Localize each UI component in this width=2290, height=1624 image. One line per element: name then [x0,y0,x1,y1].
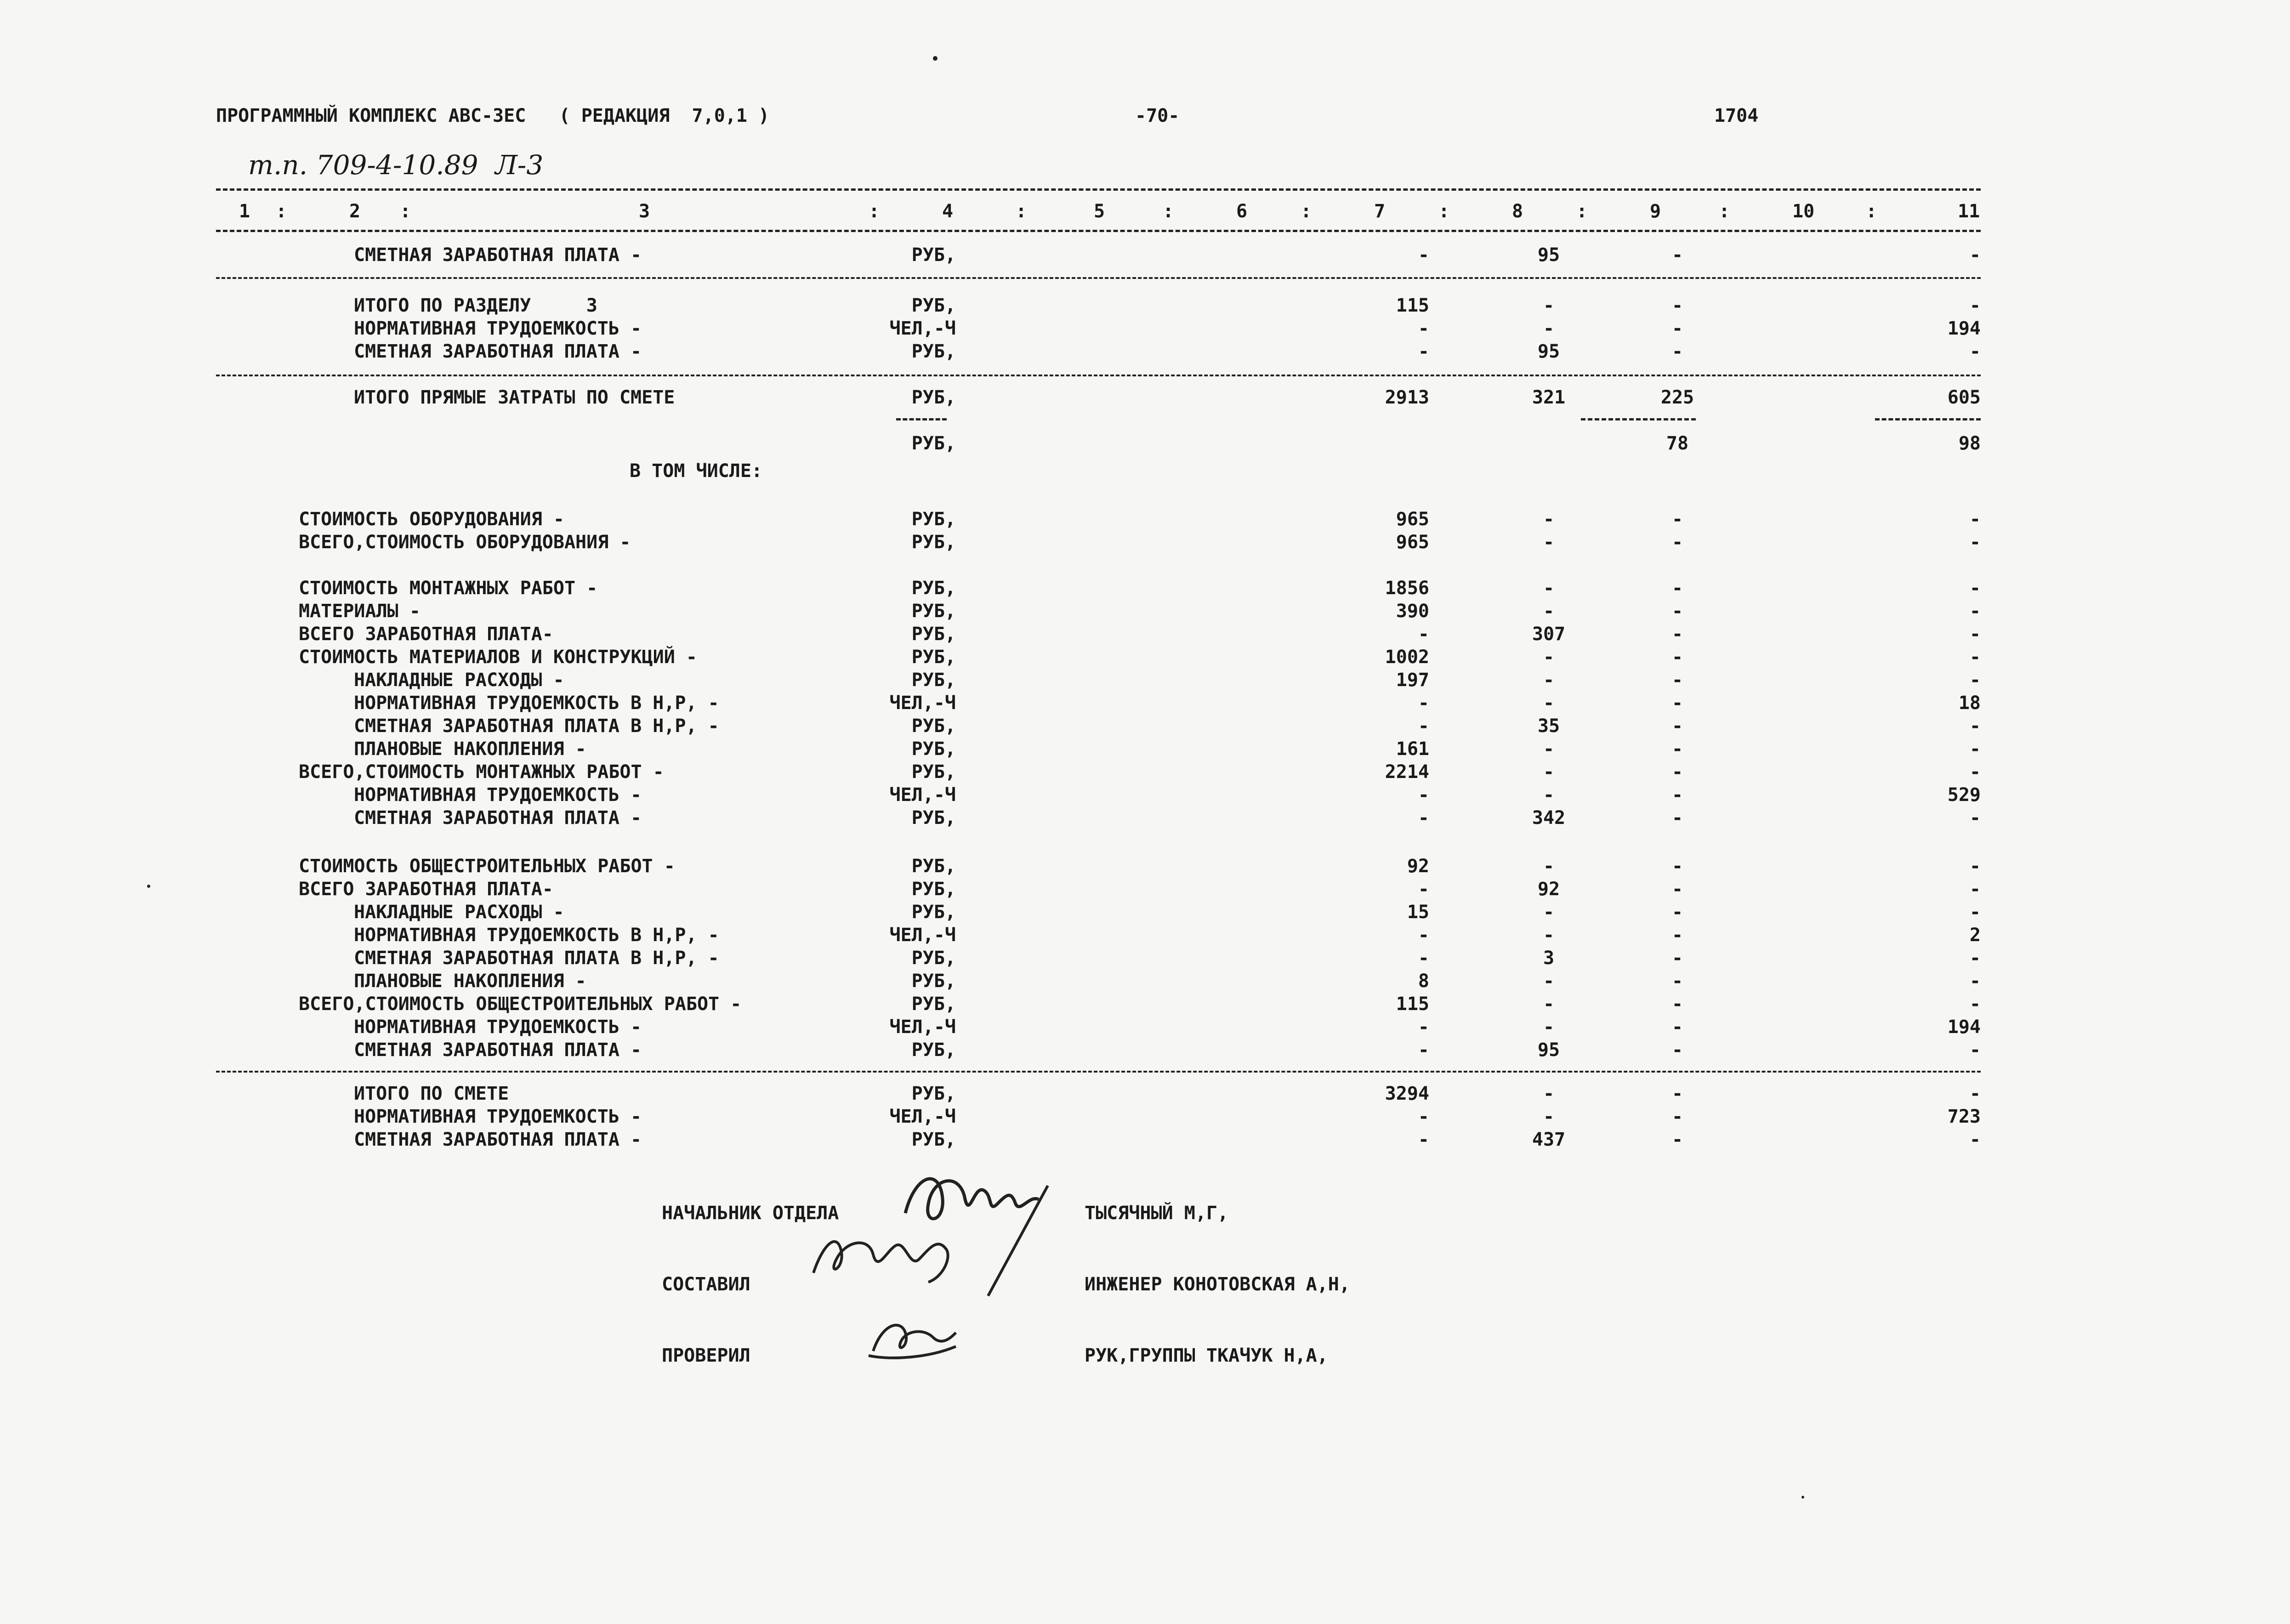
row-col9: - [1671,856,1683,877]
row-col11: - [1969,1083,1981,1104]
row-label: СМЕТНАЯ ЗАРАБОТНАЯ ПЛАТА - [354,1039,642,1061]
row-col9: - [1671,738,1683,760]
row-col9: - [1671,601,1683,622]
scan-speck [1801,1496,1804,1499]
header-top-rule [216,188,1981,191]
column-separator: : [1866,201,1877,222]
row-col11: - [1969,971,1981,992]
row-label: СМЕТНАЯ ЗАРАБОТНАЯ ПЛАТА В Н,Р, - [354,715,719,737]
row-col11: 2 [1969,925,1981,946]
row-col11: 194 [1947,318,1981,339]
row-label: СТОИМОСТЬ МАТЕРИАЛОВ И КОНСТРУКЦИЙ - [299,647,697,668]
column-separator: : [1719,201,1730,222]
signature-checker [864,1310,965,1365]
signature-role: СОСТАВИЛ [662,1274,750,1295]
row-unit: РУБ, [911,433,956,454]
row-unit: РУБ, [911,761,956,783]
row-col7: - [1418,807,1429,829]
row-col9: - [1671,971,1683,992]
row-col9: - [1671,715,1683,737]
row-col11: - [1969,902,1981,923]
row-col9: - [1671,1129,1683,1150]
row-col8: 35 [1537,715,1560,737]
row-label: НОРМАТИВНАЯ ТРУДОЕМКОСТЬ В Н,Р, - [354,693,719,714]
row-col7: 115 [1396,994,1429,1015]
row-col7: 92 [1407,856,1429,877]
row-col8: - [1543,295,1555,316]
row-col11: - [1969,761,1981,783]
column-header-9: 9 [1650,201,1661,222]
row-col9: 225 [1660,387,1694,408]
row-unit: РУБ, [911,1129,956,1150]
row-label: ПЛАНОВЫЕ НАКОПЛЕНИЯ - [354,971,586,992]
column-separator: : [1576,201,1588,222]
row-unit: РУБ, [911,948,956,969]
row-col9: - [1671,578,1683,599]
column-header-10: 10 [1792,201,1815,222]
row-col7: - [1418,925,1429,946]
row-col8: - [1543,509,1555,530]
row-col11: - [1969,856,1981,877]
signature-compiler [809,1218,965,1291]
row-unit: РУБ, [911,738,956,760]
row-col8: 321 [1532,387,1566,408]
row-col11: - [1969,624,1981,645]
column-header-7: 7 [1374,201,1386,222]
row-col7: - [1418,1039,1429,1061]
unit-underline [896,418,947,420]
row-col7: 390 [1396,601,1429,622]
row-label: ВСЕГО ЗАРАБОТНАЯ ПЛАТА- [299,624,553,645]
row-col8: - [1543,693,1555,714]
row-unit: РУБ, [911,1083,956,1104]
row-col11: - [1969,807,1981,829]
row-label: НОРМАТИВНАЯ ТРУДОЕМКОСТЬ - [354,318,642,339]
row-col9: - [1671,647,1683,668]
column-separator: : [400,201,411,222]
row-label: МАТЕРИАЛЫ - [299,601,420,622]
row-col8: - [1543,1083,1555,1104]
column-separator: : [276,201,287,222]
row-unit: РУБ, [911,295,956,316]
row-label: СМЕТНАЯ ЗАРАБОТНАЯ ПЛАТА - [354,341,642,362]
row-unit: РУБ, [911,578,956,599]
col11-underline [1875,418,1981,420]
row-col8: - [1543,902,1555,923]
row-unit: РУБ, [911,532,956,553]
row-unit: РУБ, [911,807,956,829]
row-col7: - [1418,693,1429,714]
row-col7: - [1418,784,1429,806]
row-unit: ЧЕЛ,-Ч [889,1016,956,1038]
row-col11: 605 [1947,387,1981,408]
row-unit: РУБ, [911,624,956,645]
column-header-8: 8 [1512,201,1523,222]
row-col7: 965 [1396,532,1429,553]
row-label: СМЕТНАЯ ЗАРАБОТНАЯ ПЛАТА - [354,244,642,266]
row-col8: 307 [1532,624,1566,645]
column-header-1: 1 [239,201,250,222]
column-header-2: 2 [349,201,361,222]
row-col11: 18 [1958,693,1981,714]
section-rule [216,375,1981,376]
row-col8: 95 [1537,341,1560,362]
row-col9: - [1671,902,1683,923]
row-label: СМЕТНАЯ ЗАРАБОТНАЯ ПЛАТА - [354,807,642,829]
row-unit: РУБ, [911,244,956,266]
row-label: НАКЛАДНЫЕ РАСХОДЫ - [354,902,564,923]
row-col8: - [1543,532,1555,553]
row-col8: - [1543,925,1555,946]
section-rule [216,1071,1981,1073]
row-col7: - [1418,1106,1429,1127]
row-label: В ТОМ ЧИСЛЕ: [630,460,762,482]
row-label: НОРМАТИВНАЯ ТРУДОЕМКОСТЬ - [354,784,642,806]
row-col9: - [1671,670,1683,691]
column-header-11: 11 [1958,201,1980,222]
row-col7: 8 [1418,971,1429,992]
row-col8: - [1543,578,1555,599]
row-col9: - [1671,925,1683,946]
signature-role: ПРОВЕРИЛ [662,1345,750,1366]
row-col11: - [1969,578,1981,599]
row-col7: 197 [1396,670,1429,691]
signature-name: ИНЖЕНЕР КОНОТОВСКАЯ А,Н, [1085,1274,1350,1295]
row-col8: - [1543,761,1555,783]
row-unit: РУБ, [911,509,956,530]
row-col7: 3294 [1385,1083,1429,1104]
row-label: НАКЛАДНЫЕ РАСХОДЫ - [354,670,564,691]
row-col9: - [1671,1106,1683,1127]
row-label: ВСЕГО,СТОИМОСТЬ ОБЩЕСТРОИТЕЛЬНЫХ РАБОТ - [299,994,742,1015]
row-col11: - [1969,244,1981,266]
row-col8: 95 [1537,244,1560,266]
column-separator: : [1016,201,1027,222]
row-col8: - [1543,856,1555,877]
row-col7: 161 [1396,738,1429,760]
column-header-6: 6 [1236,201,1248,222]
row-label: ВСЕГО ЗАРАБОТНАЯ ПЛАТА- [299,879,553,900]
row-col9: - [1671,532,1683,553]
column-separator: : [1163,201,1174,222]
row-col7: - [1418,341,1429,362]
row-col11: - [1969,509,1981,530]
row-col8: - [1543,601,1555,622]
row-col11: - [1969,341,1981,362]
row-unit: РУБ, [911,387,956,408]
row-col9: - [1671,624,1683,645]
column-header-3: 3 [639,201,650,222]
row-label: НОРМАТИВНАЯ ТРУДОЕМКОСТЬ В Н,Р, - [354,925,719,946]
row-unit: ЧЕЛ,-Ч [889,693,956,714]
row-col7: 2913 [1385,387,1429,408]
row-col11: - [1969,670,1981,691]
row-col7: 965 [1396,509,1429,530]
row-col7: - [1418,715,1429,737]
document-code: 1704 [1714,105,1759,126]
row-unit: РУБ, [911,601,956,622]
row-col11: - [1969,295,1981,316]
row-col11: - [1969,994,1981,1015]
signature-name: РУК,ГРУППЫ ТКАЧУК Н,А, [1085,1345,1328,1366]
col9-underline [1581,418,1696,420]
row-col11: 529 [1947,784,1981,806]
row-col8: - [1543,647,1555,668]
row-label: ИТОГО ПО СМЕТЕ [354,1083,509,1104]
row-col11: 723 [1947,1106,1981,1127]
row-col8: 92 [1537,879,1560,900]
row-label: СТОИМОСТЬ МОНТАЖНЫХ РАБОТ - [299,578,598,599]
row-col8: - [1543,971,1555,992]
row-col7: 115 [1396,295,1429,316]
row-label: СТОИМОСТЬ ОБОРУДОВАНИЯ - [299,509,564,530]
row-col7: - [1418,244,1429,266]
column-separator: : [1301,201,1312,222]
row-col11: - [1969,948,1981,969]
row-unit: РУБ, [911,994,956,1015]
row-col9: 78 [1666,433,1689,454]
row-label: НОРМАТИВНАЯ ТРУДОЕМКОСТЬ - [354,1016,642,1038]
row-col9: - [1671,948,1683,969]
column-header-4: 4 [942,201,954,222]
page-number: -70- [1135,105,1180,126]
row-col9: - [1671,994,1683,1015]
row-col9: - [1671,761,1683,783]
row-col7: - [1418,879,1429,900]
row-col8: - [1543,670,1555,691]
row-label: ВСЕГО,СТОИМОСТЬ МОНТАЖНЫХ РАБОТ - [299,761,664,783]
row-unit: РУБ, [911,647,956,668]
row-unit: РУБ, [911,670,956,691]
row-col8: 437 [1532,1129,1566,1150]
row-col9: - [1671,693,1683,714]
row-col8: - [1543,784,1555,806]
row-unit: РУБ, [911,879,956,900]
scan-speck [933,56,938,61]
row-col9: - [1671,341,1683,362]
row-label: ИТОГО ПО РАЗДЕЛУ 3 [354,295,597,316]
row-col8: 3 [1543,948,1555,969]
row-col7: - [1418,1016,1429,1038]
row-col9: - [1671,879,1683,900]
section-rule [216,277,1981,279]
row-col8: 342 [1532,807,1566,829]
row-col11: - [1969,601,1981,622]
row-col7: 15 [1407,902,1429,923]
column-header-5: 5 [1094,201,1105,222]
row-col8: - [1543,994,1555,1015]
signature-name: ТЫСЯЧНЫЙ М,Г, [1085,1203,1229,1224]
row-col7: - [1418,318,1429,339]
row-unit: ЧЕЛ,-Ч [889,1106,956,1127]
row-unit: ЧЕЛ,-Ч [889,925,956,946]
row-col9: - [1671,784,1683,806]
row-col7: 1002 [1385,647,1429,668]
row-col8: - [1543,1106,1555,1127]
row-col11: - [1969,647,1981,668]
row-col11: - [1969,1129,1981,1150]
row-col9: - [1671,1083,1683,1104]
row-col11: 98 [1958,433,1981,454]
row-col9: - [1671,807,1683,829]
row-unit: РУБ, [911,856,956,877]
row-col9: - [1671,509,1683,530]
row-col7: 1856 [1385,578,1429,599]
row-col11: - [1969,715,1981,737]
row-label: ВСЕГО,СТОИМОСТЬ ОБОРУДОВАНИЯ - [299,532,631,553]
row-col11: - [1969,1039,1981,1061]
row-unit: РУБ, [911,971,956,992]
row-label: ИТОГО ПРЯМЫЕ ЗАТРАТЫ ПО СМЕТЕ [354,387,675,408]
row-col11: - [1969,738,1981,760]
row-unit: РУБ, [911,1039,956,1061]
row-unit: ЧЕЛ,-Ч [889,784,956,806]
signature-role: НАЧАЛЬНИК ОТДЕЛА [662,1203,839,1224]
column-separator: : [869,201,880,222]
row-label: СМЕТНАЯ ЗАРАБОТНАЯ ПЛАТА - [354,1129,642,1150]
row-unit: ЧЕЛ,-Ч [889,318,956,339]
row-label: СМЕТНАЯ ЗАРАБОТНАЯ ПЛАТА В Н,Р, - [354,948,719,969]
row-label: НОРМАТИВНАЯ ТРУДОЕМКОСТЬ - [354,1106,642,1127]
header-bottom-rule [216,230,1981,232]
row-col9: - [1671,1016,1683,1038]
row-unit: РУБ, [911,341,956,362]
row-label: СТОИМОСТЬ ОБЩЕСТРОИТЕЛЬНЫХ РАБОТ - [299,856,675,877]
row-col7: 2214 [1385,761,1429,783]
row-unit: РУБ, [911,902,956,923]
row-unit: РУБ, [911,715,956,737]
row-col9: - [1671,295,1683,316]
row-col11: 194 [1947,1016,1981,1038]
row-col9: - [1671,318,1683,339]
row-col11: - [1969,879,1981,900]
row-col7: - [1418,948,1429,969]
row-col7: - [1418,1129,1429,1150]
column-separator: : [1438,201,1450,222]
row-col8: - [1543,1016,1555,1038]
row-col8: - [1543,318,1555,339]
row-col9: - [1671,244,1683,266]
row-col8: 95 [1537,1039,1560,1061]
row-col11: - [1969,532,1981,553]
program-header: ПРОГРАММНЫЙ КОМПЛЕКС АВС-3ЕС ( РЕДАКЦИЯ 7,0,1 ) [216,105,770,126]
handwritten-reference: т.п. 709-4-10.89 Л-3 [248,149,544,181]
row-col9: - [1671,1039,1683,1061]
row-label: ПЛАНОВЫЕ НАКОПЛЕНИЯ - [354,738,586,760]
row-col8: - [1543,738,1555,760]
scan-speck [147,885,150,888]
row-col7: - [1418,624,1429,645]
